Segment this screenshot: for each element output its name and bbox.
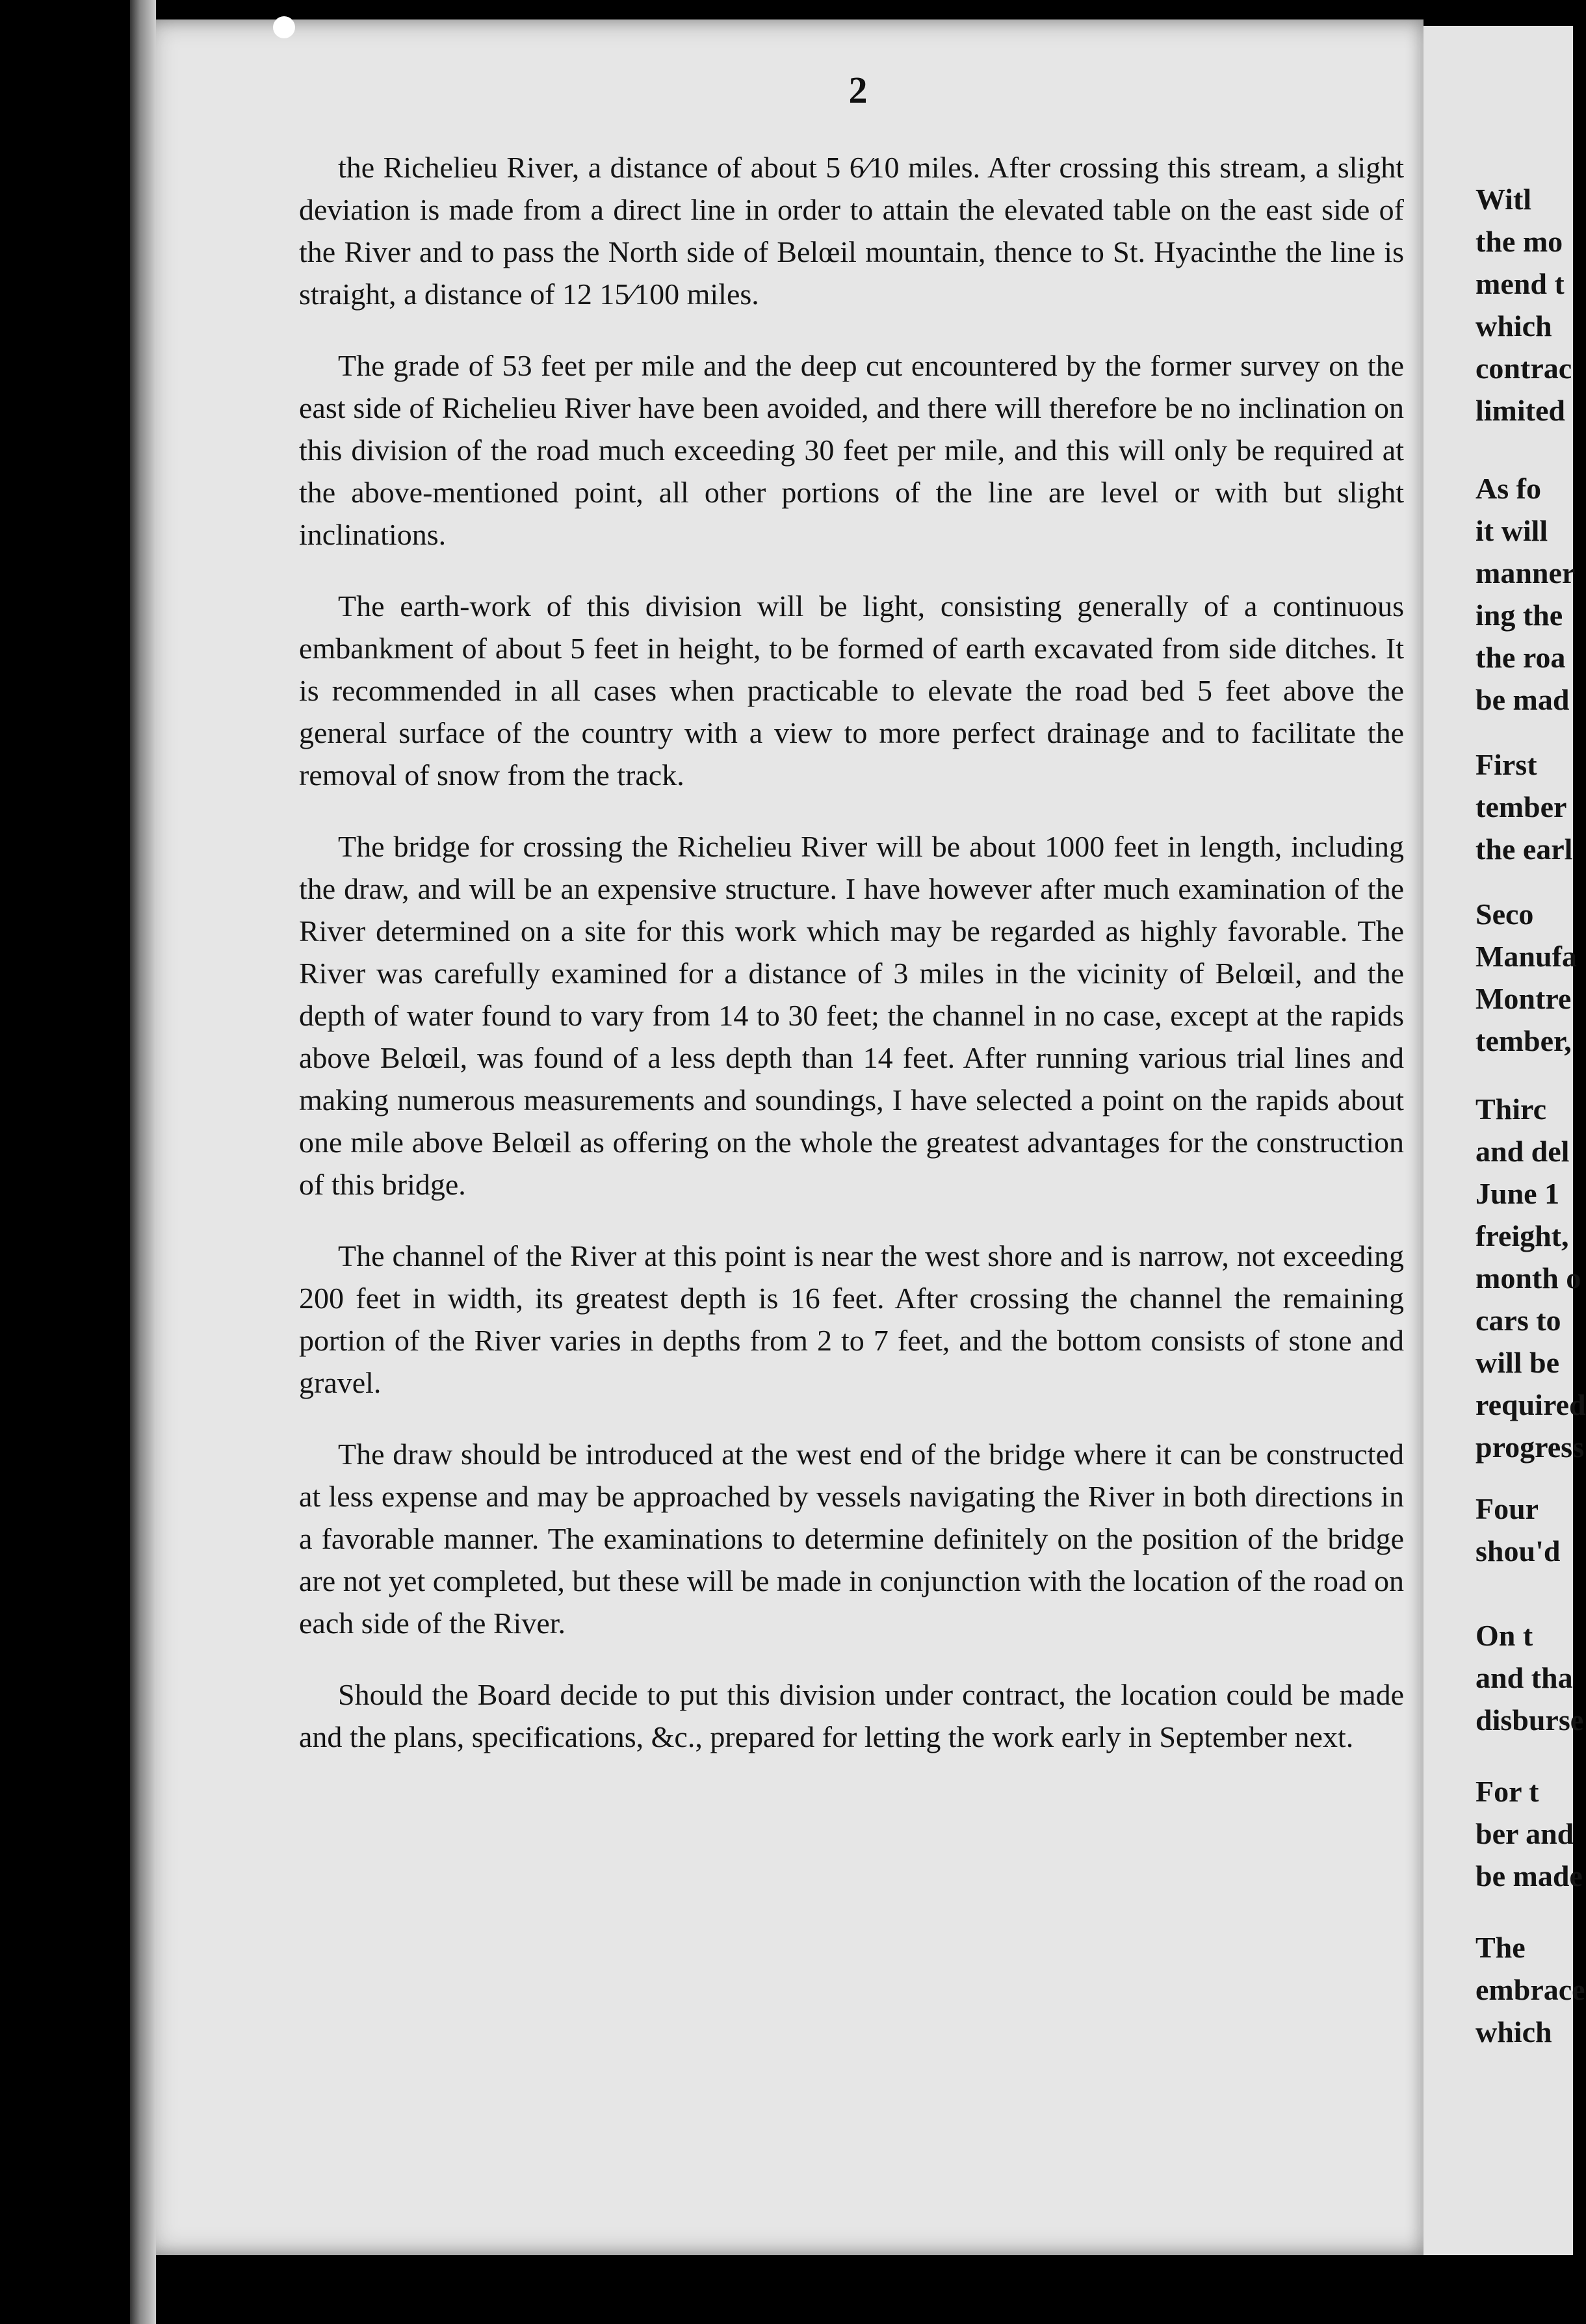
right-page-line: which <box>1476 309 1552 342</box>
right-page-line: On t <box>1476 1619 1533 1652</box>
right-page-line: and del <box>1476 1135 1570 1168</box>
page-number: 2 <box>848 69 868 111</box>
paragraph: The channel of the River at this point is near the west shore and is narrow, not exceeding 200 feet in width, its greatest depth is 16 feet. After crossing the channel the remaining portion of the River varies in depths from 2 to 7 feet, and the bottom consists of stone and gravel. <box>299 1239 1404 1399</box>
scan-speck <box>273 16 295 38</box>
page-body <box>299 146 1404 1787</box>
right-page-line: ber and <box>1476 1817 1574 1850</box>
right-page-fragment <box>1424 26 1586 2255</box>
paragraph: The draw should be introduced at the west end of the bridge where it can be constructed at less expense and may be approached by vessels navigating the River in both directions in a favorable manner. The examinations to determine definitely on the position of the bridge are not yet completed, but these will be made in conjunction with the location of the road on each side of the River. <box>299 1438 1404 1640</box>
right-page-line: be made <box>1476 1859 1583 1892</box>
right-page-line: First <box>1476 748 1537 781</box>
right-page-line: June 1 <box>1476 1177 1560 1210</box>
right-page-line: which <box>1476 2015 1552 2048</box>
right-page-line: the roa <box>1476 641 1566 674</box>
paragraph: The bridge for crossing the Richelieu River will be about 1000 feet in length, including the draw, and will be an expensive structure. I have however after much examination of the River determined on a site for this work which may be regarded as highly favorable. The River was carefully examined for a distance of 3 miles in the vicinity of Belœil, and the depth of water found to vary from 14 to 30 feet; the channel in no case, except at the rapids above Belœil, was found of a less depth than 14 feet. After running various trial lines and making numerous measurements and soundings, I have selected a point on the rapids about one mile above Belœil as offering on the whole the greatest advantages for the construction of this bridge. <box>299 830 1404 1201</box>
right-page-line: be mad <box>1476 683 1570 716</box>
right-page-line: Witl <box>1476 183 1532 216</box>
right-page-line: Seco <box>1476 897 1534 931</box>
right-page-line: mend t <box>1476 267 1565 300</box>
page-edge-shadow <box>130 0 156 2324</box>
right-page-line: the mo <box>1476 225 1563 258</box>
right-page-line: As fo <box>1476 472 1541 505</box>
right-page-line: embrace <box>1476 1973 1585 2006</box>
right-page-line: The <box>1476 1931 1526 1964</box>
right-page-line: freight, <box>1476 1219 1569 1252</box>
right-page-line: Four <box>1476 1492 1539 1525</box>
right-page-line: Manufa <box>1476 940 1577 973</box>
right-page-line: it will <box>1476 514 1548 547</box>
right-page-line: Thirc <box>1476 1092 1547 1126</box>
right-page-line: For t <box>1476 1775 1539 1808</box>
right-page-line: disburse <box>1476 1703 1584 1737</box>
right-page-line: progress <box>1476 1430 1584 1464</box>
right-page-line: required <box>1476 1388 1586 1421</box>
right-page-line: the earl <box>1476 833 1573 866</box>
right-page-line: limited <box>1476 394 1565 427</box>
right-page-line: and tha <box>1476 1661 1573 1694</box>
right-page-line: Montre <box>1476 982 1572 1015</box>
paragraph: The grade of 53 feet per mile and the deep cut encountered by the former survey on the east side of Richelieu River have been avoided, and there will therefore be no inclination on this division of the road much exceeding 30 feet per mile, and this will only be required at the above-mentioned point, all other portions of the line are level or with but slight inclinations. <box>299 349 1404 551</box>
paragraph: The earth-work of this division will be light, consisting generally of a continuous embankment of about 5 feet in height, to be formed of earth excavated from side ditches. It is recommended in all cases when practicable to elevate the road bed 5 feet above the general surface of the country with a view to more perfect drainage and to facilitate the removal of snow from the track. <box>299 589 1404 792</box>
right-page-line: will be <box>1476 1346 1560 1379</box>
right-page-line: tember, <box>1476 1024 1572 1057</box>
right-page-line: month o <box>1476 1261 1581 1295</box>
right-page-line: contrac <box>1476 352 1572 385</box>
right-page-line: ing the <box>1476 599 1563 632</box>
right-page-line: shou'd <box>1476 1534 1561 1568</box>
right-page-line: cars to <box>1476 1304 1561 1337</box>
paragraph: the Richelieu River, a distance of about 5 6⁄10 miles. After crossing this stream, a slight deviation is made from a direct line in order to attain the elevated table on the east side of the River and to pass the North side of Belœil mountain, thence to St. Hyacinthe the line is straight, a distance of 12 15⁄100 miles. <box>299 151 1404 311</box>
right-page-line: tember <box>1476 790 1567 823</box>
paragraph: Should the Board decide to put this division under contract, the location could be made and the plans, specifications, &c., prepared for letting the work early in September next. <box>299 1678 1404 1753</box>
right-page-line: manner <box>1476 556 1576 589</box>
